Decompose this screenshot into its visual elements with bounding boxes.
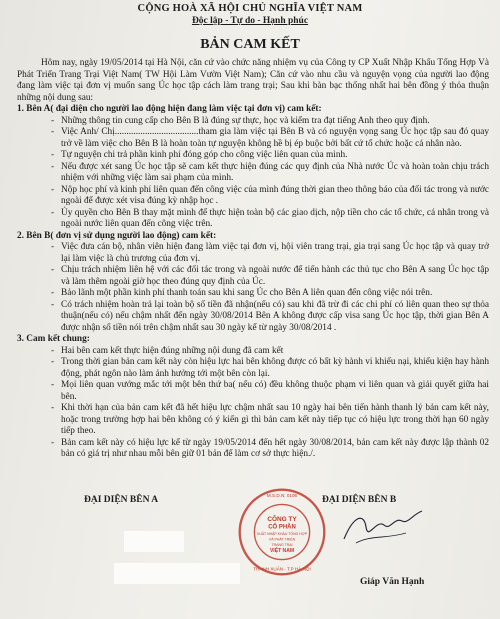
section-1-list <box>17 116 489 231</box>
section-2-heading: 2. Bên B( đơn vị sử dụng người lao động) cam kết: <box>17 230 217 241</box>
list-item: - Chịu trách nhiệm liên hệ với các đối tác trong và ngoài nước để tiến hành các thủ tục cho Bên A sang Úc học tập và làm thêm ngoài giờ học theo đúng quy định của Úc. <box>61 265 489 288</box>
section-2-list <box>17 242 489 334</box>
list-item: - Bản cam kết này có hiệu lực kể từ ngày 19/05/2014 đến hết ngày 30/08/2014, bản cam kết này được lập thành 02 bản có giá trị như nhau mỗi bên giữ 01 bản để làm cơ sở thực hiện./. <box>61 438 489 461</box>
svg-text:M.S.D.N: 0106: M.S.D.N: 0106 <box>266 493 298 499</box>
document-title: BẢN CAM KẾT <box>200 37 300 52</box>
svg-text:TRANG TRẠI: TRANG TRẠI <box>271 542 293 547</box>
handwritten-signature-icon <box>336 505 426 550</box>
party-a-label: ĐẠI DIỆN BÊN A <box>84 495 159 505</box>
list-item: - Ủy quyền cho Bên B thay mặt mình để thực hiện toàn bộ các giao dịch, nộp tiền cho các tổ chức, cá nhân trong và ngoài nước liên quan đến công việc trên. <box>61 208 489 231</box>
svg-text:VIỆT NAM: VIỆT NAM <box>269 548 295 555</box>
document-body <box>17 58 489 461</box>
list-item: - Trong thời gian bản cam kết này còn hiệu lực hai bên không được có bất kỳ hành vi khiếu nại, khiếu kiện hay hành động, phát ngôn nào làm ảnh hưởng tới một bên còn lại. <box>61 357 489 380</box>
list-item: - Có trách nhiệm hoàn trả lại toàn bộ số tiền đã nhận(nếu có) sau khi đã trừ đi các chi phí có liên quan theo sự thỏa thuận(nếu có) nếu chậm nhất đến ngày 30/08/2014 Bên A không được cấp visa sang Úc học tập, thời gian Bên A được nhận số tiền nói trên chậm nhất sau 30 ngày kể từ ngày 30/08/2014 . <box>61 300 489 335</box>
svg-text:CỔ PHẦN: CỔ PHẦN <box>268 524 296 531</box>
section-1-heading: 1. Bên A( đại diện cho người lao động hiện đang làm việc tại đơn vị) cam kết: <box>17 104 322 114</box>
svg-text:XUẤT NHẬP KHẨU TỔNG HỢP: XUẤT NHẬP KHẨU TỔNG HỢP <box>256 531 308 536</box>
party-b-label: ĐẠI DIỆN BÊN B <box>322 495 397 505</box>
intro-paragraph: Hôm nay, ngày 19/05/2014 tại Hà Nội, căn cứ vào chức năng nhiệm vụ của Công ty CP Xuất Nhập Khẩu Tổng Hợp Và Phát Triển Trang Trại Việt Nam( TW Hội Làm Vườn Việt Nam); Căn cứ vào nhu cầu và nguyện vọng của người lao động đang làm việc tại đơn vị muốn sang Úc học tập cách làm trang trại; Sau khi bàn bạc thống nhất hai bên đồng ý thỏa thuận những nội dung sau: <box>17 58 489 103</box>
svg-text:CÔNG TY: CÔNG TY <box>267 515 297 523</box>
list-item: - Việc Anh/ Chị....................................tham gia làm việc tại Bên B và có nguyện vọng sang Úc học tập sau đó quay trở về làm việc cho Bên B là hoàn toàn tự nguyện không hề bị ép buộc bởi bất cứ tổ chức hoặc cá nhân nào. <box>61 127 489 150</box>
list-item: - Việc đưa cán bộ, nhân viên hiện đang làm việc tại đơn vị, hội viên trang trại, gia trại sang Úc học tập và quay trở lại làm việc là chủ trương của đơn vị. <box>61 242 489 265</box>
list-item: - Nếu được xét sang Úc học tập sẽ cam kết thực hiện đúng các quy định của Nhà nước Úc và hoàn toàn chịu trách nhiệm với những việc làm sai phạm của mình. <box>61 162 489 185</box>
svg-text:VÀ PHÁT TRIỂN: VÀ PHÁT TRIỂN <box>268 537 296 542</box>
national-motto: Độc lập - Tự do - Hạnh phúc <box>191 16 309 26</box>
section-3-heading: 3. Cam kết chung: <box>17 334 90 344</box>
list-item: - Khi thời hạn của bản cam kết đã hết hiệu lực chậm nhất sau 10 ngày hai bên tiến hành thanh lý bản cam kết này, hoặc trong trường hợp hai bên không có ý kiến gì thì bản cam kết này tiếp tục có hiệu lực trong thời hạn 60 ngày tiếp theo. <box>61 403 489 438</box>
svg-text:THANH XUÂN - T.P HÀ NỘI: THANH XUÂN - T.P HÀ NỘI <box>253 566 311 572</box>
signer-name: Giáp Văn Hạnh <box>360 577 425 587</box>
national-header: CỘNG HOÀ XÃ HỘI CHỦ NGHĨA VIỆT NAM <box>137 3 363 14</box>
redaction-block <box>124 531 184 552</box>
redaction-block <box>114 563 240 584</box>
list-item: - Mọi liên quan vướng mắc tới một bên thứ ba( nếu có) đều không thuộc phạm vi liên quan và giải quyết giữa hai bên. <box>61 380 489 403</box>
list-item: - Những thông tin cung cấp cho Bên B là đúng sự thực, học và kiểm tra đạt tiếng Anh theo quy định. <box>61 116 489 128</box>
list-item: - Hai bên cam kết thực hiện đúng những nội dung đã cam kết <box>61 346 489 358</box>
list-item: - Bảo lãnh một phần kinh phí thanh toán sau khi sang Úc cho Bên A liên quan đến công việc nói trên. <box>61 288 489 300</box>
list-item: - Tự nguyện chi trả phần kinh phí đóng góp cho công việc liên quan của mình. <box>61 150 489 162</box>
section-3-list <box>17 346 489 461</box>
list-item: - Nộp học phí và kinh phí liên quan đến công việc của mình đúng thời gian theo thông báo của đối tác trong và nước ngoài để được xét visa đúng kỳ nhập học . <box>61 185 489 208</box>
company-seal-icon <box>236 486 328 578</box>
